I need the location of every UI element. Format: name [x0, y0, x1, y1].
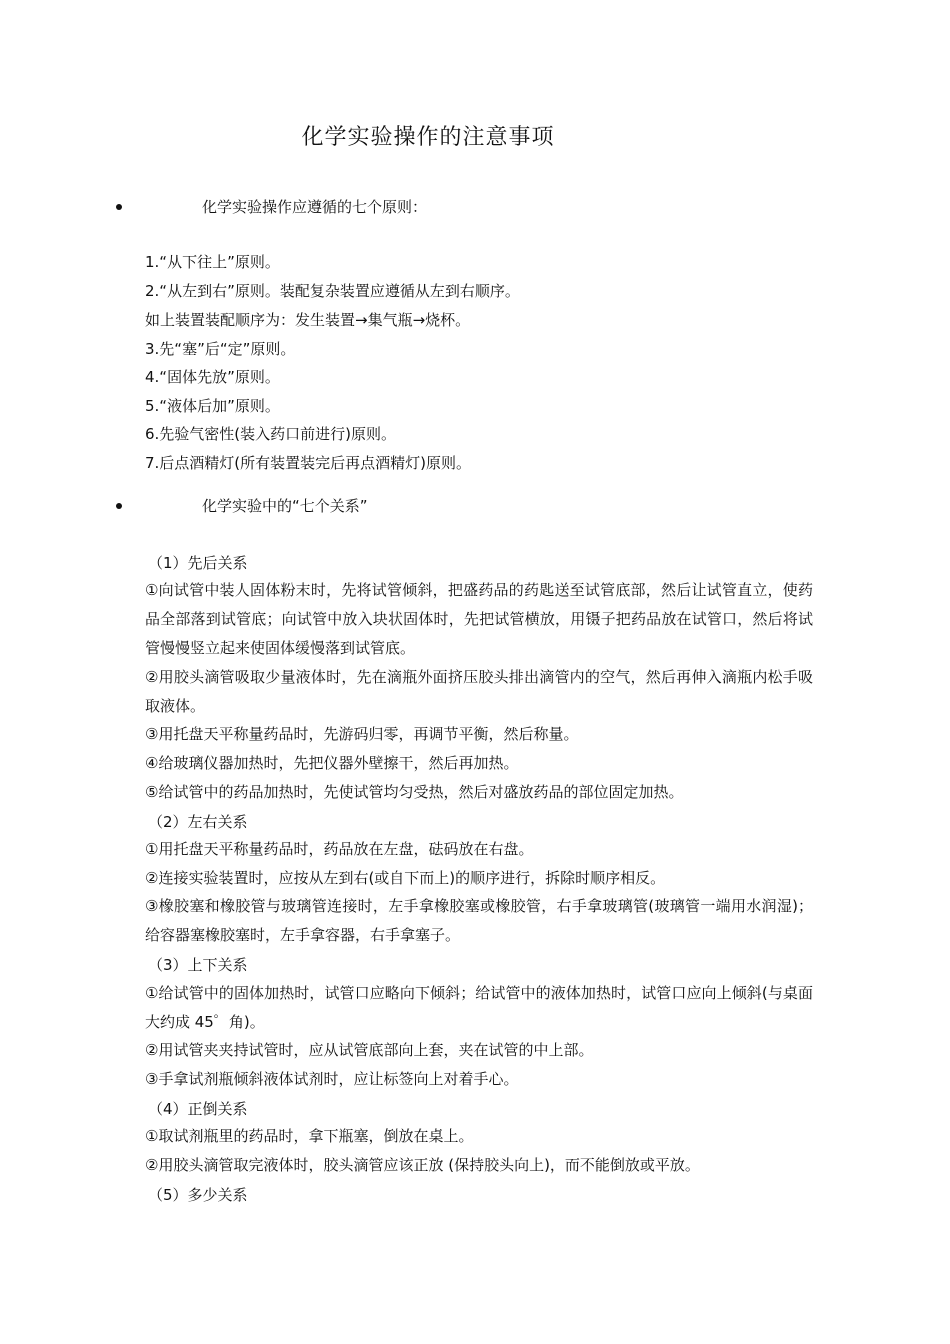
principle-4: 4.“固体先放”原则。	[145, 368, 280, 386]
paragraph: ①取试剂瓶里的药品时，拿下瓶塞，倒放在桌上。	[145, 1127, 474, 1145]
document-page: 化学实验操作的注意事项 化学实验操作应遵循的七个原则： 1.“从下往上”原则。 2.“从左到右”原则。装配复杂装置应遵循从左到右顺序。 如上装置装配顺序为：发生装置→集气瓶→烧杯。 3.先“塞”后“定”原则。 4.“固体先放”原则。 5.“液体后加”原则。 6.先验气密性(装入药口前进行)原则。 7.后点酒精灯(所有装置装完后再点酒精灯)原则。 化学实验中的“七个关系” （1）先后关系 ①向试管中装人固体粉末时，先将试管倾斜，把盛药品的药匙送至试管底部，然后让试管直立，使药品全部落到试管底；向试管中放入块状固体时，先把试管横放，用镊子把药品放在试管口，然后将试管慢慢竖立起来使固体缓慢落到试管底。 ②用胶头滴管吸取少量液体时，先在滴瓶外面挤压胶头排出滴管内的空气，然后再伸入滴瓶内松手吸取液体。 ③用托盘天平称量药品时，先游码归零，再调节平衡，然后称量。 ④给玻璃仪器加热时，先把仪器外壁擦干，然后再加热。 ⑤给试管中的药品加热时，先使试管均匀受热，然后对盛放药品的部位固定加热。 （2）左右关系 ①用托盘天平称量药品时，药品放在左盘，砝码放在右盘。 ②连接实验装置时，应按从左到右(或自下而上)的顺序进行，拆除时顺序相反。 ③橡胶塞和橡胶管与玻璃管连接时，左手拿橡胶塞或橡胶管，右手拿玻璃管(玻璃管一端用水润湿)；给容器塞橡胶塞时，左手拿容器，右手拿塞子。 （3）上下关系 ①给试管中的固体加热时，试管口应略向下倾斜；给试管中的液体加热时，试管口应向上倾斜(与桌面大约成 45゜角)。 ②用试管夹夹持试管时，应从试管底部向上套，夹在试管的中上部。 ③手拿试剂瓶倾斜液体试剂时，应让标签向上对着手心。 （4）正倒关系 ①取试剂瓶里的药品时，拿下瓶塞，倒放在桌上。 ②用胶头滴管取完液体时，胶头滴管应该正放 (保持胶头向上)，而不能倒放或平放。 （5）多少关系	[0, 0, 950, 1344]
paragraph: ①用托盘天平称量药品时，药品放在左盘，砝码放在右盘。	[145, 840, 534, 858]
principle-5: 5.“液体后加”原则。	[145, 397, 280, 415]
paragraph: ②用胶头滴管取完液体时，胶头滴管应该正放 (保持胶头向上)，而不能倒放或平放。	[145, 1156, 700, 1174]
bullet-icon	[116, 204, 122, 210]
page-title: 化学实验操作的注意事项	[301, 125, 555, 150]
subheading-up-down: （3）上下关系	[148, 956, 248, 974]
subheading-left-right: （2）左右关系	[148, 813, 248, 831]
paragraph: ②用试管夹夹持试管时，应从试管底部向上套，夹在试管的中上部。	[145, 1041, 594, 1059]
principle-2: 2.“从左到右”原则。装配复杂装置应遵循从左到右顺序。	[145, 282, 520, 300]
principle-6: 6.先验气密性(装入药口前进行)原则。	[145, 425, 397, 443]
principle-2-note: 如上装置装配顺序为：发生装置→集气瓶→烧杯。	[145, 311, 471, 329]
paragraph: ⑤给试管中的药品加热时，先使试管均匀受热，然后对盛放药品的部位固定加热。	[145, 783, 684, 801]
paragraph: ②用胶头滴管吸取少量液体时，先在滴瓶外面挤压胶头排出滴管内的空气，然后再伸入滴瓶内松手吸取液体。	[145, 668, 813, 715]
paragraph: ④给玻璃仪器加热时，先把仪器外壁擦干，然后再加热。	[145, 754, 519, 772]
paragraph: ③手拿试剂瓶倾斜液体试剂时，应让标签向上对着手心。	[145, 1070, 519, 1088]
subheading-order: （1）先后关系	[148, 554, 248, 572]
paragraph: ③橡胶塞和橡胶管与玻璃管连接时，左手拿橡胶塞或橡胶管，右手拿玻璃管(玻璃管一端用水润湿)；给容器塞橡胶塞时，左手拿容器，右手拿塞子。	[145, 897, 813, 944]
paragraph: ①给试管中的固体加热时，试管口应略向下倾斜；给试管中的液体加热时，试管口应向上倾斜(与桌面大约成 45゜角)。	[145, 984, 813, 1031]
principle-7: 7.后点酒精灯(所有装置装完后再点酒精灯)原则。	[145, 454, 472, 472]
paragraph: ③用托盘天平称量药品时，先游码归零，再调节平衡，然后称量。	[145, 725, 579, 743]
principle-3: 3.先“塞”后“定”原则。	[145, 340, 296, 358]
bullet-icon	[116, 503, 122, 509]
subheading-more-less: （5）多少关系	[148, 1186, 248, 1204]
subheading-upright-inverted: （4）正倒关系	[148, 1100, 248, 1118]
paragraph: ②连接实验装置时，应按从左到右(或自下而上)的顺序进行，拆除时顺序相反。	[145, 869, 666, 887]
principle-1: 1.“从下往上”原则。	[145, 253, 280, 271]
paragraph: ①向试管中装人固体粉末时，先将试管倾斜，把盛药品的药匙送至试管底部，然后让试管直立，使药品全部落到试管底；向试管中放入块状固体时，先把试管横放，用镊子把药品放在试管口，然后将试管慢慢竖立起来使固体缓慢落到试管底。	[145, 581, 813, 657]
